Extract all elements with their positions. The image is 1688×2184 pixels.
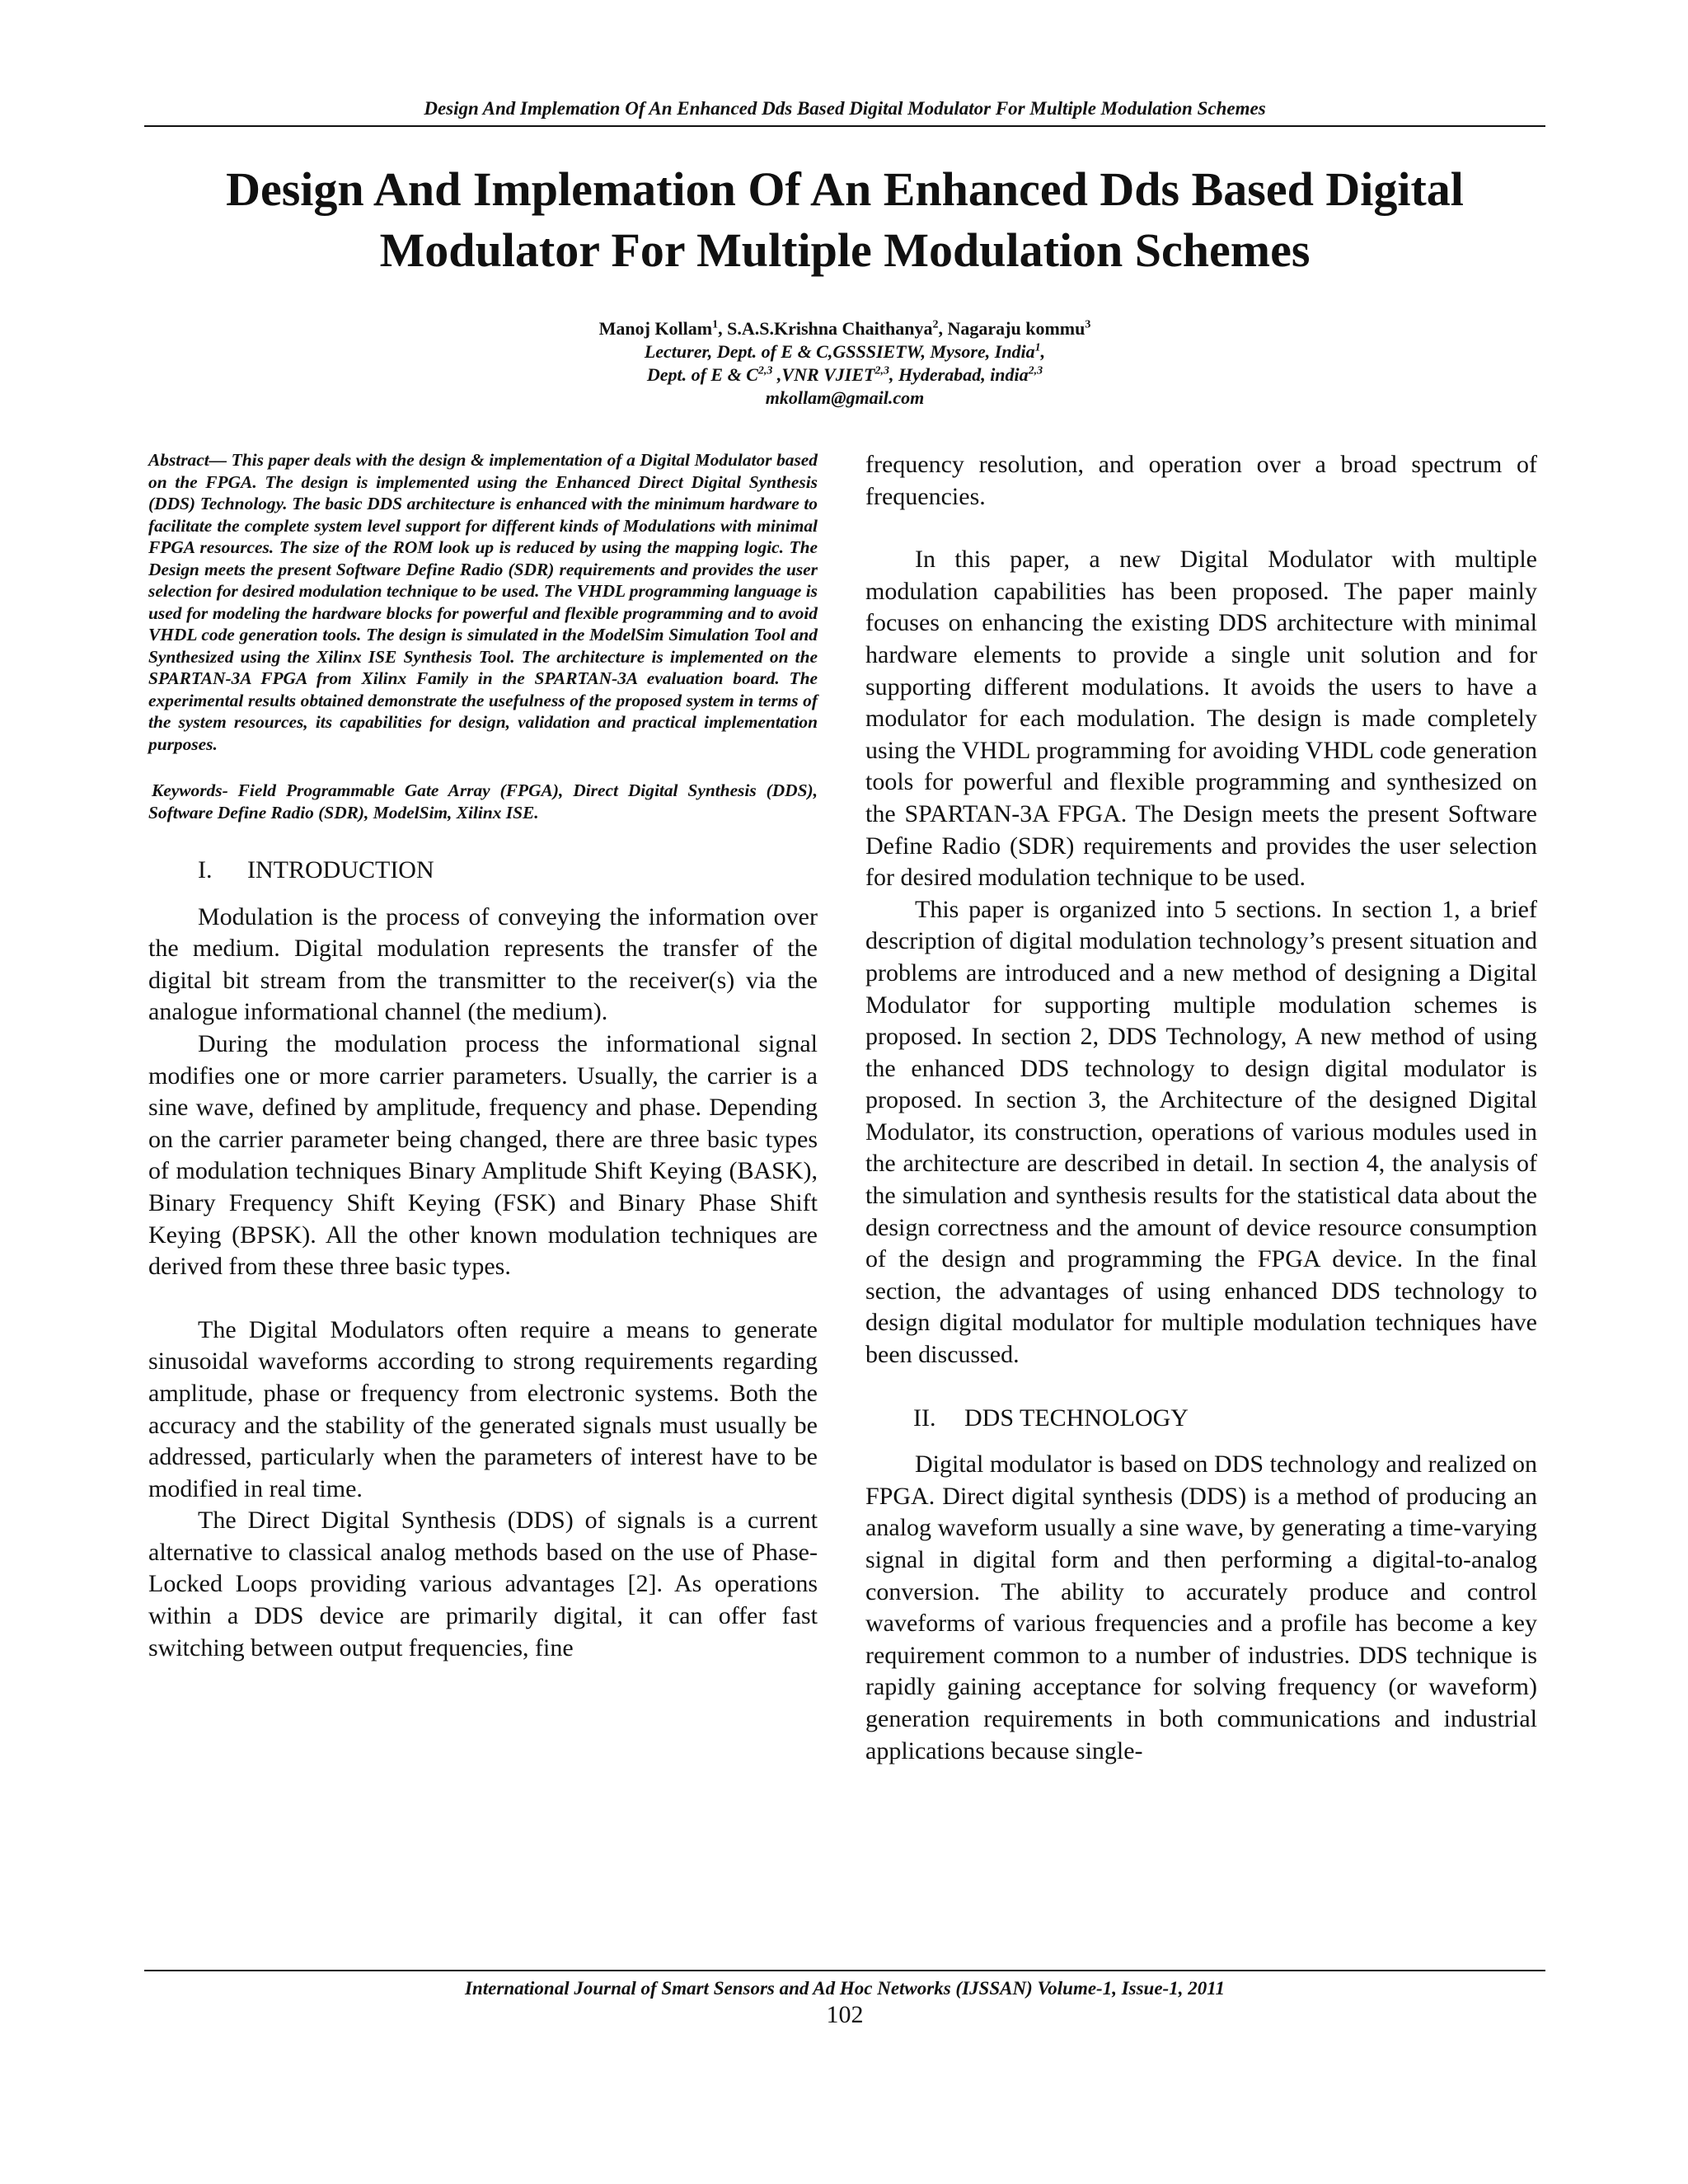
title-line-1: Design And Implemation Of An Enhanced Dds Based Digital	[226, 162, 1464, 216]
section-1-number: I.	[198, 856, 213, 883]
affiliation-2-part-c: , Hyderabad, india	[889, 364, 1029, 385]
affiliation-2-part-b: ,VNR VJIET	[772, 364, 875, 385]
affiliation-2-sup-1: 2,3	[757, 364, 773, 377]
journal-footer: International Journal of Smart Sensors and Ad Hoc Networks (IJSSAN) Volume-1, Issue-1, 2011	[465, 1978, 1225, 1999]
author-3: , Nagaraju kommu	[938, 318, 1085, 339]
author-email: mkollam@gmail.com	[765, 387, 925, 408]
affiliation-2-sup-3: 2,3	[1028, 364, 1043, 377]
intro-paragraph-2: During the modulation process the informational signal modifies one or more carrier parameters. Usually, the carrier is a sine wave, defined by amplitude, frequency and phase. Depending on the carrier parameter being changed, there are three basic types of modulation techniques Binary Amplitude Shift Keying (BASK), Binary Frequency Shift Keying (FSK) and Binary Phase Shift Keying (BPSK). All the other known modulation techniques are derived from these three basic types.	[148, 1029, 818, 1281]
header-rule	[144, 125, 1545, 127]
page-number: 102	[826, 2001, 864, 2028]
intro-paragraph-4-continued: frequency resolution, and operation over a broad spectrum of frequencies.	[865, 451, 1537, 510]
keywords: Keywords- Field Programmable Gate Array (FPGA), Direct Digital Synthesis (DDS), Software Define Radio (SDR), ModelSim, Xilinx ISE.	[148, 780, 818, 823]
left-column	[148, 449, 818, 1664]
section-2-title: DDS TECHNOLOGY	[964, 1404, 1189, 1432]
affiliation-1-sup: 1	[1034, 341, 1041, 354]
intro-paragraph-4: The Direct Digital Synthesis (DDS) of signals is a current alternative to classical analog methods based on the use of Phase-Locked Loops providing various advantages [2]. As operations within a DDS device are primarily digital, it can offer fast switching between output frequencies, fine	[148, 1507, 818, 1661]
section-1-heading	[148, 855, 818, 887]
section-1-title: INTRODUCTION	[247, 856, 434, 883]
affiliation-1-end: ,	[1040, 341, 1046, 362]
intro-paragraph-6: This paper is organized into 5 sections. In section 1, a brief description of digital modulation technology’s present situation and problems are introduced and a new method of designing a Digital Modulator for supporting multiple modulation schemes is proposed. In section 2, DDS Technology, A new method of using the enhanced DDS technology to design digital modulator is proposed. In section 3, the Architecture of the designed Digital Modulator, its construction, operations of various modules used in the architecture are described in detail. In section 4, the analysis of the simulation and synthesis results for the statistical data about the design correctness and the amount of device resource consumption of the design and programming the FPGA device. In the final section, the advantages of using enhanced DDS technology to design digital modulator for multiple modulation techniques have been discussed.	[865, 895, 1537, 1369]
author-1-sup: 1	[712, 318, 719, 331]
author-2: , S.A.S.Krishna Chaithanya	[718, 318, 933, 339]
author-1: Manoj Kollam	[598, 318, 713, 339]
affiliation-1	[144, 340, 1545, 363]
author-block	[144, 317, 1545, 410]
section-2-number: II.	[913, 1404, 936, 1432]
title-line-2: Modulator For Multiple Modulation Schemes	[379, 223, 1311, 277]
intro-paragraph-3: The Digital Modulators often require a means to generate sinusoidal waveforms according to strong requirements regarding amplitude, phase or frequency from electronic systems. Both the accuracy and the stability of the generated signals must usually be addressed, particularly when the parameters of interest have to be modified in real time.	[148, 1315, 818, 1502]
intro-paragraph-1: Modulation is the process of conveying the information over the medium. Digital modulation represents the transfer of the digital bit stream from the transmitter to the receiver(s) via the analogue informational channel (the medium).	[148, 902, 818, 1026]
dds-paragraph-1: Digital modulator is based on DDS technology and realized on FPGA. Direct digital synthesis (DDS) is a method of producing an analog waveform usually a sine wave, by generating a time-varying signal in digital form and then performing a digital-to-analog conversion. The ability to accurately produce and control waveforms of various frequencies and a profile has become a key requirement common to a number of industries. DDS technique is rapidly gaining acceptance for solving frequency (or waveform) generation requirements in both communications and industrial applications because single-	[865, 1451, 1537, 1765]
author-2-sup: 2	[932, 318, 939, 331]
abstract: Abstract— This paper deals with the design & implementation of a Digital Modulator based on the FPGA. The design is implemented using the Enhanced Direct Digital Synthesis (DDS) Technology. The basic DDS architecture is enhanced with the minimum hardware to facilitate the complete system level support for different kinds of Modulations with minimal FPGA resources. The size of the ROM look up is reduced by using the mapping logic. The Design meets the present Software Define Radio (SDR) requirements and provides the user selection for desired modulation technique to be used. The VHDL programming language is used for modeling the hardware blocks for powerful and flexible programming and to avoid VHDL code generation tools. The design is simulated in the ModelSim Simulation Tool and Synthesized using the Xilinx ISE Synthesis Tool. The architecture is implemented on the SPARTAN-3A FPGA from Xilinx Family in the SPARTAN-3A evaluation board. The experimental results obtained demonstrate the usefulness of the proposed system in terms of the system resources, its capabilities for design, validation and practical implementation purposes.	[148, 450, 818, 754]
footer-rule	[144, 1970, 1545, 1971]
section-2-heading	[865, 1403, 1537, 1435]
intro-paragraph-5: In this paper, a new Digital Modulator with multiple modulation capabilities has been proposed. The paper mainly focuses on enhancing the existing DDS architecture with minimal hardware elements to provide a single unit solution and for supporting different modulations. It avoids the users to have a modulator for each modulation. The design is made completely using the VHDL programming for avoiding VHDL code generation tools for powerful and flexible programming and synthesized on the SPARTAN-3A FPGA. The Design meets the present Software Define Radio (SDR) requirements and provides the user selection for desired modulation technique to be used.	[865, 546, 1537, 892]
running-header: Design And Implemation Of An Enhanced Dds Based Digital Modulator For Multiple Modulation Schemes	[424, 98, 1266, 119]
author-3-sup: 3	[1085, 318, 1091, 331]
author-names	[144, 317, 1545, 340]
affiliation-2-sup-2: 2,3	[874, 364, 889, 377]
affiliation-2-part-a: Dept. of E & C	[646, 364, 758, 385]
paper-title	[144, 159, 1545, 281]
affiliation-2	[144, 363, 1545, 387]
affiliation-1-text: Lecturer, Dept. of E & C,GSSSIETW, Mysore, India	[644, 341, 1035, 362]
right-column	[865, 449, 1537, 1767]
